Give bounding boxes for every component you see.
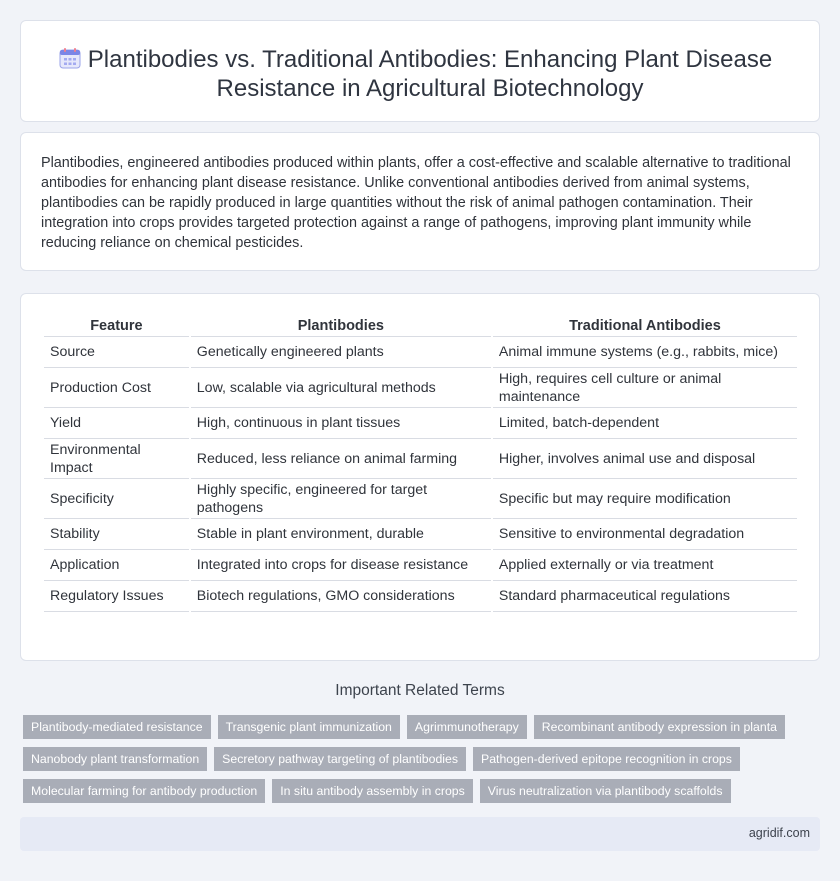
plantibodies-cell: Integrated into crops for disease resistance: [191, 550, 491, 581]
table-row: [44, 439, 797, 479]
plantibodies-cell: Reduced, less reliance on animal farming: [191, 439, 491, 479]
plantibodies-cell: High, continuous in plant tissues: [191, 408, 491, 439]
table-row: [44, 368, 797, 408]
related-terms-row: [23, 779, 731, 803]
summary-text: Plantibodies, engineered antibodies produced within plants, offer a cost-effective and scalable alternative to traditional antibodies for enhancing plant disease resistance. Unlike conventional antibodies derived from animal systems, plantibodies can be rapidly produced in large quantities without the risk of animal pathogen contamination. Their integration into crops provides targeted protection against a range of pathogens, improving plant immunity while reducing reliance on chemical pesticides.: [41, 155, 791, 251]
footer-bar: [20, 817, 820, 851]
related-terms-row: [23, 715, 785, 739]
plantibodies-cell: Stable in plant environment, durable: [191, 519, 491, 550]
traditional-cell: Limited, batch-dependent: [493, 408, 797, 439]
page-title: Plantibodies vs. Traditional Antibodies: Enhancing Plant Disease Resistance in Agricultural Biotechnology: [87, 46, 773, 102]
traditional-cell: Standard pharmaceutical regulations: [493, 581, 797, 612]
related-term-tag[interactable]: Virus neutralization via plantibody scaffolds: [480, 779, 731, 803]
table-row: [44, 479, 797, 519]
plantibodies-cell: Low, scalable via agricultural methods: [191, 368, 491, 408]
related-term-tag[interactable]: Pathogen-derived epitope recognition in crops: [473, 747, 740, 771]
comparison-table: [42, 315, 799, 612]
traditional-cell: Specific but may require modification: [493, 479, 797, 519]
table-row: [44, 519, 797, 550]
traditional-cell: High, requires cell culture or animal maintenance: [493, 368, 797, 408]
header-plantibodies: Plantibodies: [191, 315, 491, 337]
table-row: [44, 550, 797, 581]
plantibodies-cell: Biotech regulations, GMO considerations: [191, 581, 491, 612]
related-terms-heading: Important Related Terms: [335, 682, 505, 699]
traditional-cell: Animal immune systems (e.g., rabbits, mice): [493, 337, 797, 368]
related-term-tag[interactable]: In situ antibody assembly in crops: [272, 779, 473, 803]
related-term-tag[interactable]: Molecular farming for antibody production: [23, 779, 265, 803]
feature-cell: Source: [44, 337, 189, 368]
title-card: [20, 20, 820, 122]
plantibodies-cell: Highly specific, engineered for target pathogens: [191, 479, 491, 519]
feature-cell: Production Cost: [44, 368, 189, 408]
table-row: [44, 581, 797, 612]
table-row: [44, 337, 797, 368]
feature-cell: Specificity: [44, 479, 189, 519]
feature-cell: Yield: [44, 408, 189, 439]
header-traditional-antibodies: Traditional Antibodies: [493, 315, 797, 337]
header-feature: Feature: [44, 315, 189, 337]
related-term-tag[interactable]: Recombinant antibody expression in planta: [534, 715, 785, 739]
related-term-tag[interactable]: Agrimmunotherapy: [407, 715, 527, 739]
feature-cell: Application: [44, 550, 189, 581]
table-row: [44, 408, 797, 439]
comparison-table-card: [20, 293, 820, 661]
traditional-cell: Applied externally or via treatment: [493, 550, 797, 581]
feature-cell: Environmental Impact: [44, 439, 189, 479]
table-header-row: [44, 315, 797, 337]
feature-cell: Regulatory Issues: [44, 581, 189, 612]
related-term-tag[interactable]: Transgenic plant immunization: [218, 715, 400, 739]
related-terms-row: [23, 747, 740, 771]
footer-site-link[interactable]: agridif.com: [748, 826, 810, 840]
plantibodies-cell: Genetically engineered plants: [191, 337, 491, 368]
related-term-tag[interactable]: Plantibody-mediated resistance: [23, 715, 211, 739]
traditional-cell: Higher, involves animal use and disposal: [493, 439, 797, 479]
traditional-cell: Sensitive to environmental degradation: [493, 519, 797, 550]
related-term-tag[interactable]: Nanobody plant transformation: [23, 747, 207, 771]
feature-cell: Stability: [44, 519, 189, 550]
summary-card: [20, 132, 820, 271]
related-term-tag[interactable]: Secretory pathway targeting of plantibodies: [214, 747, 466, 771]
